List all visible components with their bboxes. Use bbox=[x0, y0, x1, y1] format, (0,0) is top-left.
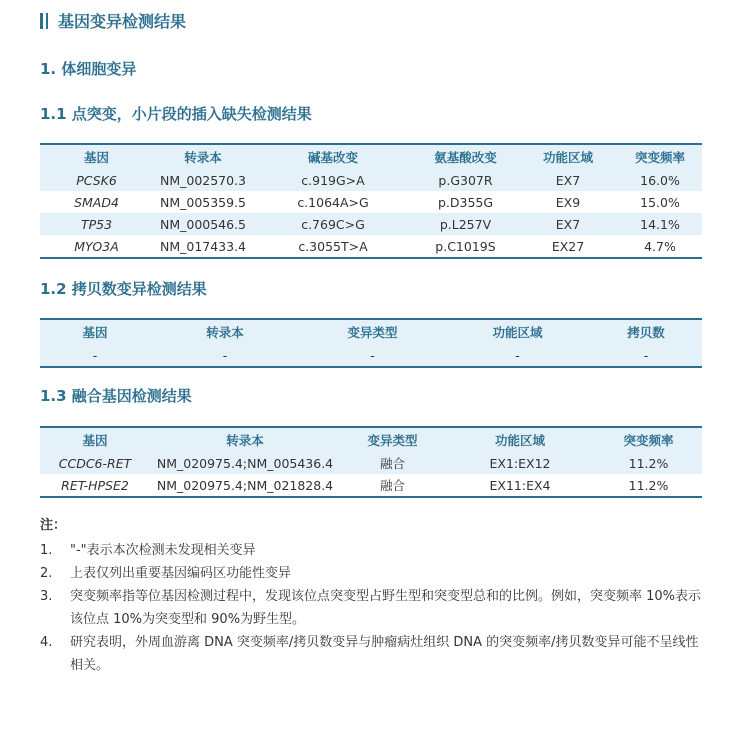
cell-frequency: 4.7% bbox=[618, 235, 702, 258]
cell-transcript: NM_002570.3 bbox=[153, 169, 253, 191]
cell-gene: MYO3A bbox=[40, 235, 153, 258]
note-number: 1. bbox=[40, 543, 53, 558]
note-item bbox=[40, 539, 705, 562]
cell-transcript: NM_005359.5 bbox=[159, 194, 247, 210]
cell-aa-change: p.G307R bbox=[413, 169, 518, 191]
table-row bbox=[40, 169, 702, 191]
col-header: 变异类型 bbox=[340, 427, 445, 452]
cell-region: EX9 bbox=[555, 194, 581, 210]
cell-frequency: 16.0% bbox=[618, 169, 702, 191]
cell-aa-change: p.D355G bbox=[437, 194, 494, 210]
note-item bbox=[40, 562, 705, 585]
cell-aa-change: p.C1019S bbox=[413, 235, 518, 258]
cell-aa-change: p.L257V bbox=[413, 213, 518, 235]
cell-transcript: NM_000546.5 bbox=[153, 213, 253, 235]
col-header: 基因 bbox=[40, 319, 150, 344]
note-number: 4. bbox=[40, 635, 53, 650]
cell-gene: - bbox=[40, 344, 150, 367]
cell-base-change: c.769C>G bbox=[253, 213, 413, 235]
cell-variant-type: 融合 bbox=[340, 452, 445, 474]
cell-variant-type: 融合 bbox=[340, 474, 445, 497]
cell-gene: PCSK6 bbox=[40, 169, 153, 191]
col-header: 功能区域 bbox=[445, 427, 595, 452]
note-number: 2. bbox=[40, 566, 53, 581]
copy-number-table bbox=[40, 318, 702, 368]
table-row bbox=[40, 191, 702, 213]
cell-region: EX27 bbox=[518, 235, 618, 258]
note-number: 3. bbox=[40, 589, 53, 604]
col-header: 突变频率 bbox=[618, 144, 702, 169]
cell-transcript: - bbox=[150, 344, 300, 367]
col-header: 转录本 bbox=[150, 427, 340, 452]
col-header: 碱基改变 bbox=[253, 144, 413, 169]
col-header: 功能区域 bbox=[518, 144, 618, 169]
note-text: 研究表明，外周血游离 DNA 突变频率/拷贝数变异与肿瘤病灶组织 DNA 的突变频率/拷贝数变异可能不呈线性相关。 bbox=[70, 635, 699, 673]
section-1-1-heading: 1.1 点突变，小片段的插入缺失检测结果 bbox=[40, 105, 312, 123]
col-header: 基因 bbox=[40, 144, 153, 169]
cell-frequency: 11.2% bbox=[595, 452, 702, 474]
col-header: 转录本 bbox=[150, 319, 300, 344]
col-header: 拷贝数 bbox=[590, 319, 702, 344]
note-text: 上表仅列出重要基因编码区功能性变异 bbox=[70, 566, 292, 581]
cell-region: - bbox=[445, 344, 590, 367]
table-row bbox=[40, 474, 702, 497]
cell-frequency: 15.0% bbox=[640, 194, 680, 210]
notes-section bbox=[40, 514, 705, 677]
cell-region: EX1:EX12 bbox=[445, 452, 595, 474]
cell-base-change: c.3055T>A bbox=[253, 235, 413, 258]
col-header: 变异类型 bbox=[300, 319, 445, 344]
cell-base-change: c.919G>A bbox=[253, 169, 413, 191]
cell-gene: TP53 bbox=[40, 213, 153, 235]
table-row bbox=[40, 235, 702, 258]
cell-frequency: 14.1% bbox=[618, 213, 702, 235]
cell-frequency: 11.2% bbox=[595, 474, 702, 497]
cell-transcript: NM_017433.4 bbox=[153, 235, 253, 258]
fusion-gene-table bbox=[40, 426, 702, 498]
section-1-heading: 1. 体细胞变异 bbox=[40, 60, 137, 78]
cell-gene: RET-HPSE2 bbox=[40, 474, 150, 497]
col-header: 氨基酸改变 bbox=[413, 144, 518, 169]
table-row bbox=[40, 452, 702, 474]
section-1-2-heading: 1.2 拷贝数变异检测结果 bbox=[40, 280, 207, 298]
table-row bbox=[40, 344, 702, 367]
cell-transcript: NM_020975.4;NM_021828.4 bbox=[150, 474, 340, 497]
section-1-3-heading: 1.3 融合基因检测结果 bbox=[40, 387, 192, 405]
cell-region: EX7 bbox=[518, 169, 618, 191]
notes-title: 注： bbox=[40, 518, 67, 533]
note-item bbox=[40, 631, 705, 677]
col-header: 功能区域 bbox=[445, 319, 590, 344]
cell-gene: SMAD4 bbox=[74, 194, 119, 210]
table-header-row bbox=[40, 427, 702, 452]
note-text: "-"表示本次检测未发现相关变异 bbox=[70, 543, 256, 558]
title-bar-icon-2 bbox=[46, 13, 48, 29]
point-mutation-table bbox=[40, 143, 702, 259]
cell-base-change: c.1064A>G bbox=[297, 194, 369, 210]
table-header-row bbox=[40, 144, 702, 169]
col-header: 转录本 bbox=[153, 144, 253, 169]
cell-region: EX7 bbox=[518, 213, 618, 235]
main-title-text: 基因变异检测结果 bbox=[58, 12, 187, 31]
table-header-row bbox=[40, 319, 702, 344]
cell-gene: CCDC6-RET bbox=[40, 452, 150, 474]
note-item bbox=[40, 585, 705, 631]
cell-copy-number: - bbox=[590, 344, 702, 367]
title-bar-icon bbox=[40, 13, 43, 29]
cell-variant-type: - bbox=[300, 344, 445, 367]
cell-region: EX11:EX4 bbox=[445, 474, 595, 497]
note-text: 突变频率指等位基因检测过程中，发现该位点突变型占野生型和突变型总和的比例。例如，突变频率 10%表示该位点 10%为突变型和 90%为野生型。 bbox=[70, 589, 702, 627]
cell-transcript: NM_020975.4;NM_005436.4 bbox=[150, 452, 340, 474]
main-title bbox=[40, 9, 186, 32]
col-header: 突变频率 bbox=[595, 427, 702, 452]
col-header: 基因 bbox=[40, 427, 150, 452]
table-row bbox=[40, 213, 702, 235]
